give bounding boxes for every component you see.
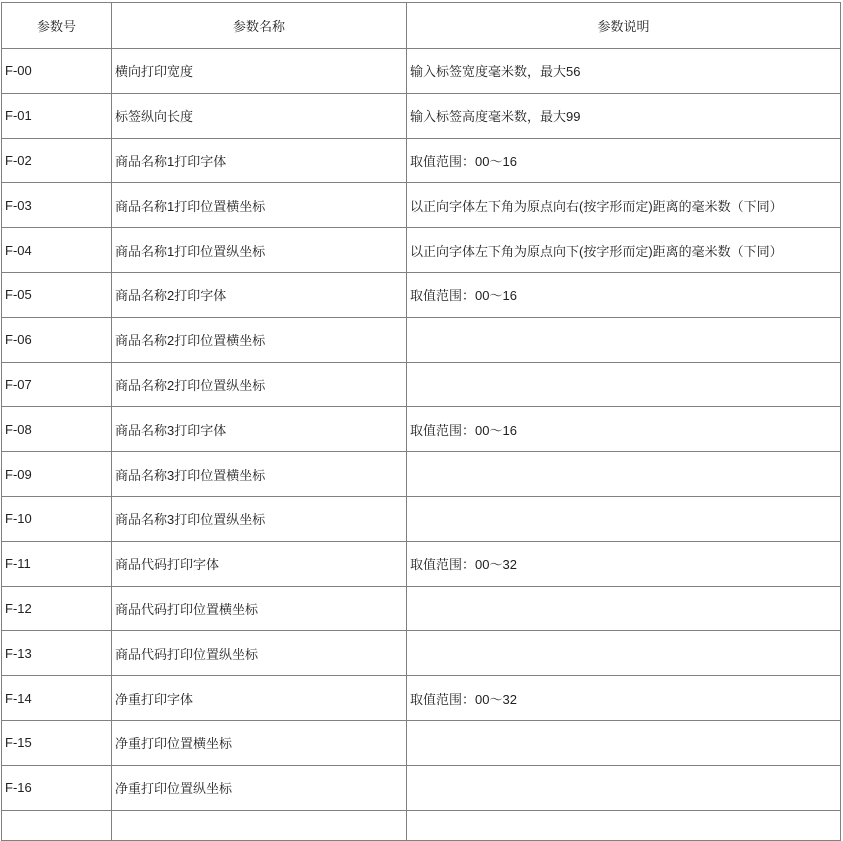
param-id-cell: F-16	[2, 765, 112, 810]
param-desc-cell: 输入标签宽度毫米数，最大56	[407, 49, 841, 94]
param-desc-cell: 取值范围：00～16	[407, 138, 841, 183]
param-name-cell: 商品名称2打印字体	[112, 272, 407, 317]
table-row	[2, 407, 841, 452]
param-id-cell: F-15	[2, 720, 112, 765]
param-name-cell: 商品名称1打印字体	[112, 138, 407, 183]
param-id-cell: F-09	[2, 452, 112, 497]
table-row	[2, 362, 841, 407]
param-name-cell: 标签纵向长度	[112, 93, 407, 138]
param-name-cell: 商品名称3打印字体	[112, 407, 407, 452]
param-id-cell: F-13	[2, 631, 112, 676]
param-name-cell: 商品名称3打印位置横坐标	[112, 452, 407, 497]
table-row	[2, 631, 841, 676]
param-desc-cell	[407, 362, 841, 407]
param-desc-cell: 取值范围：00～16	[407, 407, 841, 452]
column-header-param-name: 参数名称	[112, 3, 407, 49]
table-row	[2, 183, 841, 228]
table-row	[2, 317, 841, 362]
param-desc-cell	[407, 452, 841, 497]
param-id-cell: F-10	[2, 496, 112, 541]
param-name-cell: 横向打印宽度	[112, 49, 407, 94]
table-row	[2, 765, 841, 810]
param-name-cell: 净重打印位置纵坐标	[112, 765, 407, 810]
param-id-cell: F-02	[2, 138, 112, 183]
table-row	[2, 272, 841, 317]
parameter-table	[1, 2, 841, 841]
param-desc-cell	[407, 317, 841, 362]
param-name-cell: 商品代码打印位置横坐标	[112, 586, 407, 631]
param-id-cell: F-05	[2, 272, 112, 317]
param-id-cell: F-06	[2, 317, 112, 362]
param-id-cell: F-11	[2, 541, 112, 586]
param-id-cell: F-07	[2, 362, 112, 407]
param-desc-cell: 取值范围：00～16	[407, 272, 841, 317]
param-name-cell: 商品名称1打印位置纵坐标	[112, 228, 407, 273]
param-id-cell: F-04	[2, 228, 112, 273]
param-desc-cell: 取值范围：00～32	[407, 541, 841, 586]
param-name-cell: 商品名称3打印位置纵坐标	[112, 496, 407, 541]
param-id-cell: F-14	[2, 676, 112, 721]
param-name-cell: 净重打印位置横坐标	[112, 720, 407, 765]
table-row	[2, 93, 841, 138]
column-header-param-desc: 参数说明	[407, 3, 841, 49]
table-row	[2, 228, 841, 273]
param-id-cell: F-01	[2, 93, 112, 138]
param-id-cell: F-12	[2, 586, 112, 631]
param-id-cell: F-00	[2, 49, 112, 94]
param-desc-cell	[407, 496, 841, 541]
param-desc-cell	[407, 720, 841, 765]
table-row	[2, 49, 841, 94]
table-row	[2, 541, 841, 586]
param-id-cell: F-03	[2, 183, 112, 228]
header-row	[2, 3, 841, 49]
param-desc-cell: 以正向字体左下角为原点向下(按字形而定)距离的毫米数（下同）	[407, 228, 841, 273]
param-desc-cell	[407, 631, 841, 676]
param-name-cell: 商品名称2打印位置横坐标	[112, 317, 407, 362]
column-header-param-id: 参数号	[2, 3, 112, 49]
param-desc-cell: 以正向字体左下角为原点向右(按字形而定)距离的毫米数（下同）	[407, 183, 841, 228]
param-desc-cell: 取值范围：00～32	[407, 676, 841, 721]
table-row	[2, 720, 841, 765]
param-name-cell: 商品名称2打印位置纵坐标	[112, 362, 407, 407]
parameter-table-header	[2, 3, 841, 49]
param-name-cell: 商品名称1打印位置横坐标	[112, 183, 407, 228]
param-desc-cell: 输入标签高度毫米数，最大99	[407, 93, 841, 138]
param-id-cell: F-08	[2, 407, 112, 452]
param-name-cell: 净重打印字体	[112, 676, 407, 721]
table-row	[2, 676, 841, 721]
param-desc-cell	[407, 586, 841, 631]
table-row	[2, 586, 841, 631]
param-desc-cell	[407, 765, 841, 810]
table-row	[2, 452, 841, 497]
param-name-cell: 商品代码打印位置纵坐标	[112, 631, 407, 676]
param-name-cell: 商品代码打印字体	[112, 541, 407, 586]
parameter-table-body	[2, 49, 841, 841]
table-row	[2, 496, 841, 541]
table-row	[2, 138, 841, 183]
